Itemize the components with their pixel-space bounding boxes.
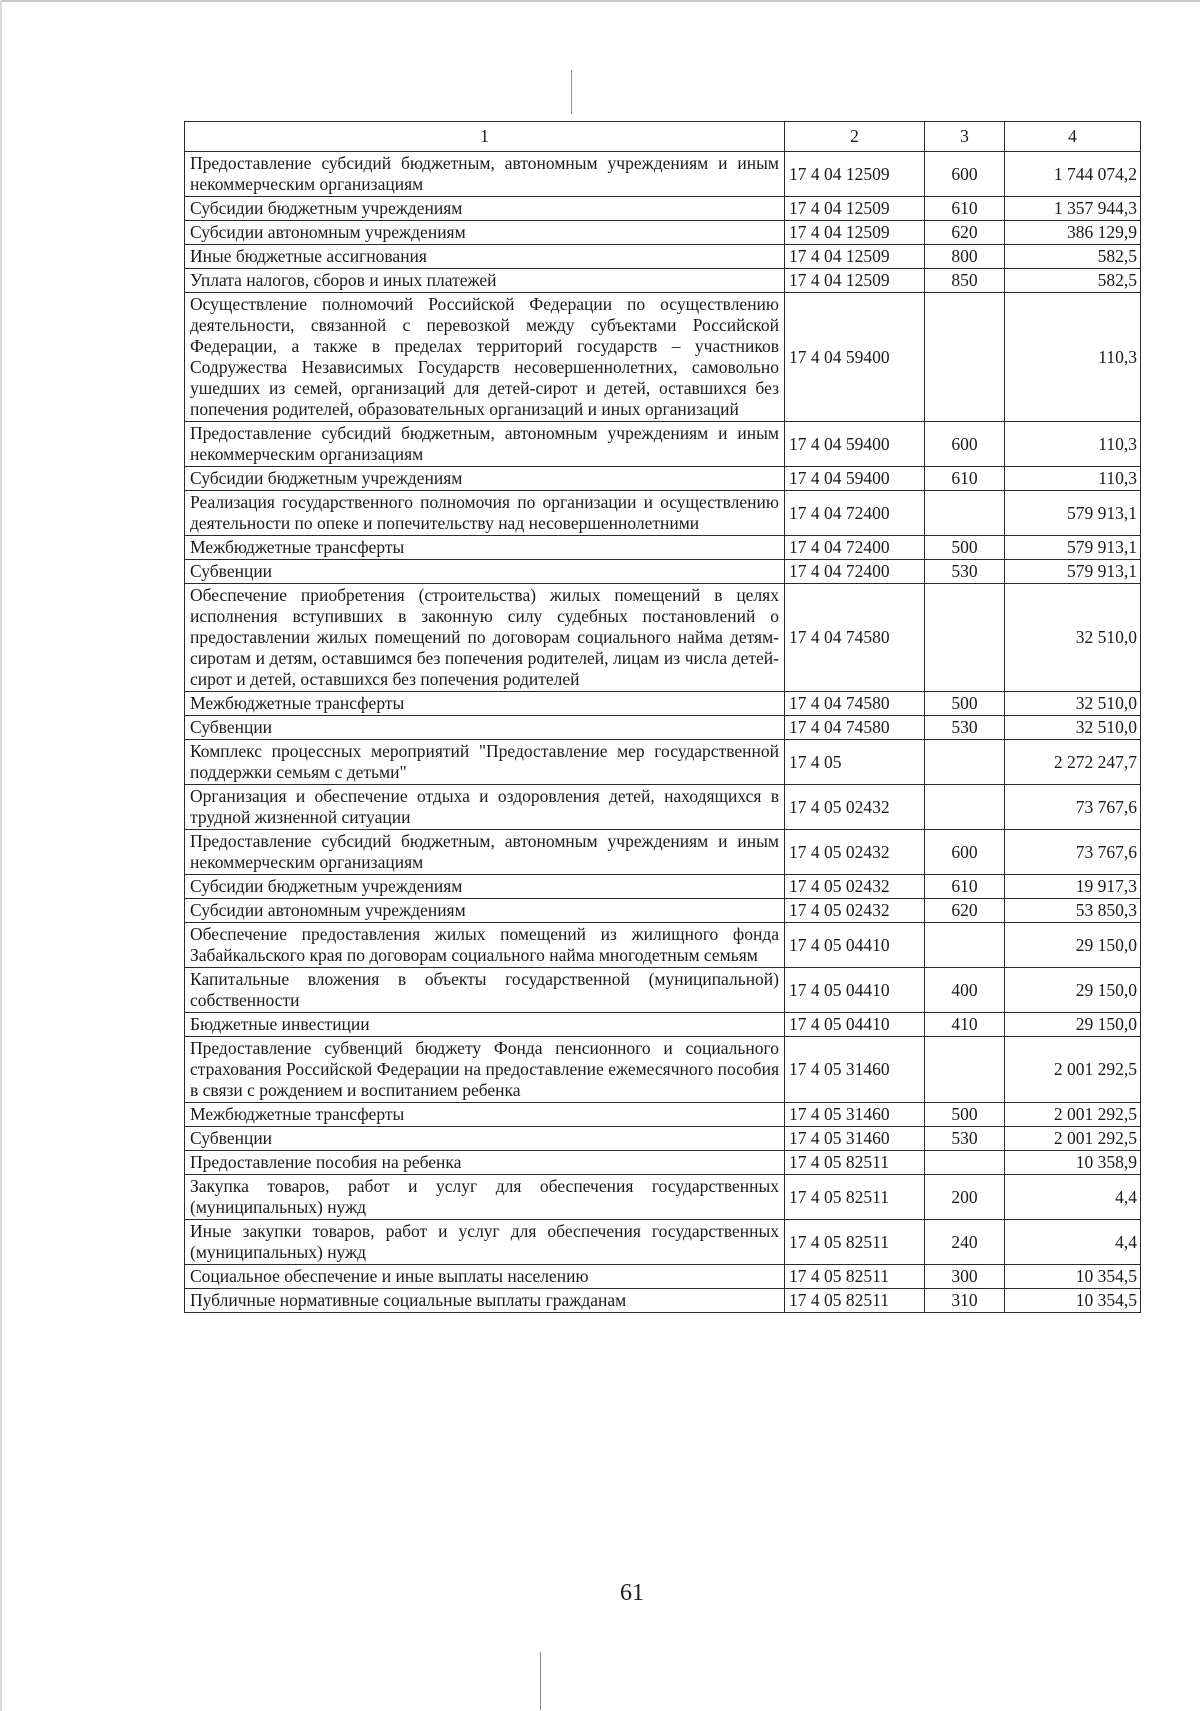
- table-row: [185, 1013, 1141, 1037]
- table-row: [185, 899, 1141, 923]
- row-expense-type-cell: 400: [925, 968, 1005, 1013]
- row-name-cell: Субсидии автономным учреждениям: [185, 899, 785, 923]
- table-row: [185, 875, 1141, 899]
- row-name-cell: Осуществление полномочий Российской Федерации по осуществлению деятельности, связанной с перевозкой между субъектами Российской Федерации, а также в пределах территорий государств – участников Содружества Независимых Государств несовершеннолетних, самовольно ушедших из семей, организаций для детей-сирот и детей, оставшихся без попечения родителей, образовательных организаций и иных организаций: [185, 293, 785, 422]
- row-amount-cell: 4,4: [1005, 1175, 1141, 1220]
- table-row: [185, 197, 1141, 221]
- row-name-cell: Закупка товаров, работ и услуг для обеспечения государственных (муниципальных) нужд: [185, 1175, 785, 1220]
- row-code-cell: 17 4 05 82511: [785, 1175, 925, 1220]
- table-header-row: [185, 122, 1141, 152]
- row-code-cell: 17 4 05 02432: [785, 830, 925, 875]
- table-row: [185, 245, 1141, 269]
- row-code-cell: 17 4 05 02432: [785, 899, 925, 923]
- row-amount-cell: 110,3: [1005, 293, 1141, 422]
- row-expense-type-cell: 500: [925, 1103, 1005, 1127]
- row-name-cell: Субсидии бюджетным учреждениям: [185, 875, 785, 899]
- row-code-cell: 17 4 05 31460: [785, 1103, 925, 1127]
- row-code-cell: 17 4 05 82511: [785, 1220, 925, 1265]
- row-amount-cell: 19 917,3: [1005, 875, 1141, 899]
- table-row: [185, 293, 1141, 422]
- row-code-cell: 17 4 04 59400: [785, 293, 925, 422]
- row-amount-cell: 32 510,0: [1005, 692, 1141, 716]
- row-amount-cell: 10 354,5: [1005, 1289, 1141, 1313]
- row-code-cell: 17 4 05 31460: [785, 1127, 925, 1151]
- table-row: [185, 1289, 1141, 1313]
- row-name-cell: Социальное обеспечение и иные выплаты населению: [185, 1265, 785, 1289]
- table-row: [185, 830, 1141, 875]
- row-name-cell: Предоставление пособия на ребенка: [185, 1151, 785, 1175]
- row-code-cell: 17 4 05 31460: [785, 1037, 925, 1103]
- row-name-cell: Комплекс процессных мероприятий "Предоставление мер государственной поддержки семьям с детьми": [185, 740, 785, 785]
- fold-mark-bottom: [540, 1652, 541, 1710]
- row-amount-cell: 1 744 074,2: [1005, 152, 1141, 197]
- row-amount-cell: 579 913,1: [1005, 491, 1141, 536]
- row-expense-type-cell: 240: [925, 1220, 1005, 1265]
- row-name-cell: Публичные нормативные социальные выплаты гражданам: [185, 1289, 785, 1313]
- row-expense-type-cell: 530: [925, 716, 1005, 740]
- row-code-cell: 17 4 04 12509: [785, 245, 925, 269]
- row-name-cell: Предоставление субсидий бюджетным, автономным учреждениям и иным некоммерческим организациям: [185, 422, 785, 467]
- table-row: [185, 923, 1141, 968]
- row-code-cell: 17 4 04 72400: [785, 536, 925, 560]
- row-code-cell: 17 4 05 82511: [785, 1265, 925, 1289]
- row-expense-type-cell: 310: [925, 1289, 1005, 1313]
- row-amount-cell: 582,5: [1005, 245, 1141, 269]
- row-expense-type-cell: 600: [925, 152, 1005, 197]
- table-row: [185, 491, 1141, 536]
- row-name-cell: Иные закупки товаров, работ и услуг для обеспечения государственных (муниципальных) нужд: [185, 1220, 785, 1265]
- row-expense-type-cell: [925, 923, 1005, 968]
- row-name-cell: Предоставление субсидий бюджетным, автономным учреждениям и иным некоммерческим организациям: [185, 830, 785, 875]
- row-amount-cell: 53 850,3: [1005, 899, 1141, 923]
- row-code-cell: 17 4 04 59400: [785, 467, 925, 491]
- row-expense-type-cell: 530: [925, 560, 1005, 584]
- row-amount-cell: 1 357 944,3: [1005, 197, 1141, 221]
- table-row: [185, 467, 1141, 491]
- table-row: [185, 1175, 1141, 1220]
- row-amount-cell: 2 001 292,5: [1005, 1037, 1141, 1103]
- table-row: [185, 1103, 1141, 1127]
- table-row: [185, 716, 1141, 740]
- row-amount-cell: 582,5: [1005, 269, 1141, 293]
- row-code-cell: 17 4 04 12509: [785, 269, 925, 293]
- row-code-cell: 17 4 04 72400: [785, 560, 925, 584]
- row-name-cell: Обеспечение предоставления жилых помещений из жилищного фонда Забайкальского края по договорам социального найма многодетным семьям: [185, 923, 785, 968]
- row-name-cell: Субвенции: [185, 1127, 785, 1151]
- row-code-cell: 17 4 05 04410: [785, 923, 925, 968]
- row-name-cell: Организация и обеспечение отдыха и оздоровления детей, находящихся в трудной жизненной ситуации: [185, 785, 785, 830]
- row-name-cell: Межбюджетные трансферты: [185, 1103, 785, 1127]
- header-col-4: 4: [1005, 122, 1141, 152]
- row-expense-type-cell: 610: [925, 875, 1005, 899]
- row-amount-cell: 110,3: [1005, 467, 1141, 491]
- row-expense-type-cell: 200: [925, 1175, 1005, 1220]
- row-amount-cell: 4,4: [1005, 1220, 1141, 1265]
- scan-edge-top: [0, 0, 1200, 2]
- row-amount-cell: 579 913,1: [1005, 560, 1141, 584]
- table-row: [185, 269, 1141, 293]
- table-row: [185, 785, 1141, 830]
- row-expense-type-cell: 600: [925, 830, 1005, 875]
- row-name-cell: Иные бюджетные ассигнования: [185, 245, 785, 269]
- row-name-cell: Предоставление субсидий бюджетным, автономным учреждениям и иным некоммерческим организациям: [185, 152, 785, 197]
- row-code-cell: 17 4 04 74580: [785, 584, 925, 692]
- row-name-cell: Субвенции: [185, 716, 785, 740]
- row-amount-cell: 2 001 292,5: [1005, 1127, 1141, 1151]
- row-expense-type-cell: 410: [925, 1013, 1005, 1037]
- table-row: [185, 692, 1141, 716]
- table-row: [185, 1265, 1141, 1289]
- row-name-cell: Реализация государственного полномочия по организации и осуществлению деятельности по опеке и попечительству над несовершеннолетними: [185, 491, 785, 536]
- fold-mark-top: [571, 70, 572, 114]
- header-col-3: 3: [925, 122, 1005, 152]
- row-amount-cell: 2 001 292,5: [1005, 1103, 1141, 1127]
- row-amount-cell: 73 767,6: [1005, 785, 1141, 830]
- row-name-cell: Субвенции: [185, 560, 785, 584]
- row-expense-type-cell: [925, 293, 1005, 422]
- row-expense-type-cell: 600: [925, 422, 1005, 467]
- table-row: [185, 152, 1141, 197]
- budget-table: [184, 121, 1141, 1313]
- row-name-cell: Уплата налогов, сборов и иных платежей: [185, 269, 785, 293]
- row-expense-type-cell: [925, 491, 1005, 536]
- row-code-cell: 17 4 04 12509: [785, 197, 925, 221]
- row-code-cell: 17 4 05 82511: [785, 1151, 925, 1175]
- table-row: [185, 1220, 1141, 1265]
- row-name-cell: Субсидии бюджетным учреждениям: [185, 197, 785, 221]
- row-expense-type-cell: [925, 740, 1005, 785]
- row-name-cell: Межбюджетные трансферты: [185, 536, 785, 560]
- row-expense-type-cell: 610: [925, 467, 1005, 491]
- row-amount-cell: 32 510,0: [1005, 584, 1141, 692]
- row-expense-type-cell: 530: [925, 1127, 1005, 1151]
- header-col-1: 1: [185, 122, 785, 152]
- row-expense-type-cell: 300: [925, 1265, 1005, 1289]
- row-expense-type-cell: [925, 785, 1005, 830]
- row-expense-type-cell: 610: [925, 197, 1005, 221]
- row-code-cell: 17 4 04 12509: [785, 221, 925, 245]
- row-code-cell: 17 4 05 02432: [785, 785, 925, 830]
- row-code-cell: 17 4 04 72400: [785, 491, 925, 536]
- row-amount-cell: 386 129,9: [1005, 221, 1141, 245]
- table-row: [185, 968, 1141, 1013]
- budget-table-body: [185, 122, 1141, 1313]
- row-code-cell: 17 4 04 74580: [785, 716, 925, 740]
- row-name-cell: Межбюджетные трансферты: [185, 692, 785, 716]
- row-code-cell: 17 4 05 04410: [785, 968, 925, 1013]
- row-expense-type-cell: [925, 584, 1005, 692]
- row-amount-cell: 29 150,0: [1005, 923, 1141, 968]
- row-expense-type-cell: 620: [925, 221, 1005, 245]
- row-expense-type-cell: 800: [925, 245, 1005, 269]
- row-name-cell: Субсидии автономным учреждениям: [185, 221, 785, 245]
- row-expense-type-cell: 850: [925, 269, 1005, 293]
- table-row: [185, 560, 1141, 584]
- table-row: [185, 1037, 1141, 1103]
- row-code-cell: 17 4 05 02432: [785, 875, 925, 899]
- table-row: [185, 221, 1141, 245]
- row-name-cell: Предоставление субвенций бюджету Фонда пенсионного и социального страхования Российской Федерации на предоставление ежемесячного пособия в связи с рождением и воспитанием ребенка: [185, 1037, 785, 1103]
- row-code-cell: 17 4 04 12509: [785, 152, 925, 197]
- row-amount-cell: 10 354,5: [1005, 1265, 1141, 1289]
- row-name-cell: Субсидии бюджетным учреждениям: [185, 467, 785, 491]
- row-code-cell: 17 4 05 82511: [785, 1289, 925, 1313]
- row-name-cell: Обеспечение приобретения (строительства) жилых помещений в целях исполнения вступивших в законную силу судебных постановлений о предоставлении жилых помещений по договорам социального найма детям-сиротам и детям, оставшимся без попечения родителей, лицам из числа детей-сирот и детей, оставшихся без попечения родителей: [185, 584, 785, 692]
- row-name-cell: Бюджетные инвестиции: [185, 1013, 785, 1037]
- row-amount-cell: 2 272 247,7: [1005, 740, 1141, 785]
- row-code-cell: 17 4 05 04410: [785, 1013, 925, 1037]
- row-expense-type-cell: [925, 1151, 1005, 1175]
- table-row: [185, 422, 1141, 467]
- row-amount-cell: 10 358,9: [1005, 1151, 1141, 1175]
- row-amount-cell: 32 510,0: [1005, 716, 1141, 740]
- header-col-2: 2: [785, 122, 925, 152]
- row-expense-type-cell: 500: [925, 536, 1005, 560]
- table-row: [185, 584, 1141, 692]
- row-code-cell: 17 4 05: [785, 740, 925, 785]
- row-amount-cell: 110,3: [1005, 422, 1141, 467]
- table-row: [185, 740, 1141, 785]
- table-row: [185, 1151, 1141, 1175]
- row-code-cell: 17 4 04 74580: [785, 692, 925, 716]
- row-amount-cell: 73 767,6: [1005, 830, 1141, 875]
- page-number: 61: [620, 1580, 644, 1606]
- row-amount-cell: 579 913,1: [1005, 536, 1141, 560]
- row-expense-type-cell: [925, 1037, 1005, 1103]
- row-code-cell: 17 4 04 59400: [785, 422, 925, 467]
- row-amount-cell: 29 150,0: [1005, 968, 1141, 1013]
- row-expense-type-cell: 500: [925, 692, 1005, 716]
- row-expense-type-cell: 620: [925, 899, 1005, 923]
- table-row: [185, 1127, 1141, 1151]
- row-name-cell: Капитальные вложения в объекты государственной (муниципальной) собственности: [185, 968, 785, 1013]
- table-row: [185, 536, 1141, 560]
- row-amount-cell: 29 150,0: [1005, 1013, 1141, 1037]
- scan-edge-left: [0, 0, 2, 1711]
